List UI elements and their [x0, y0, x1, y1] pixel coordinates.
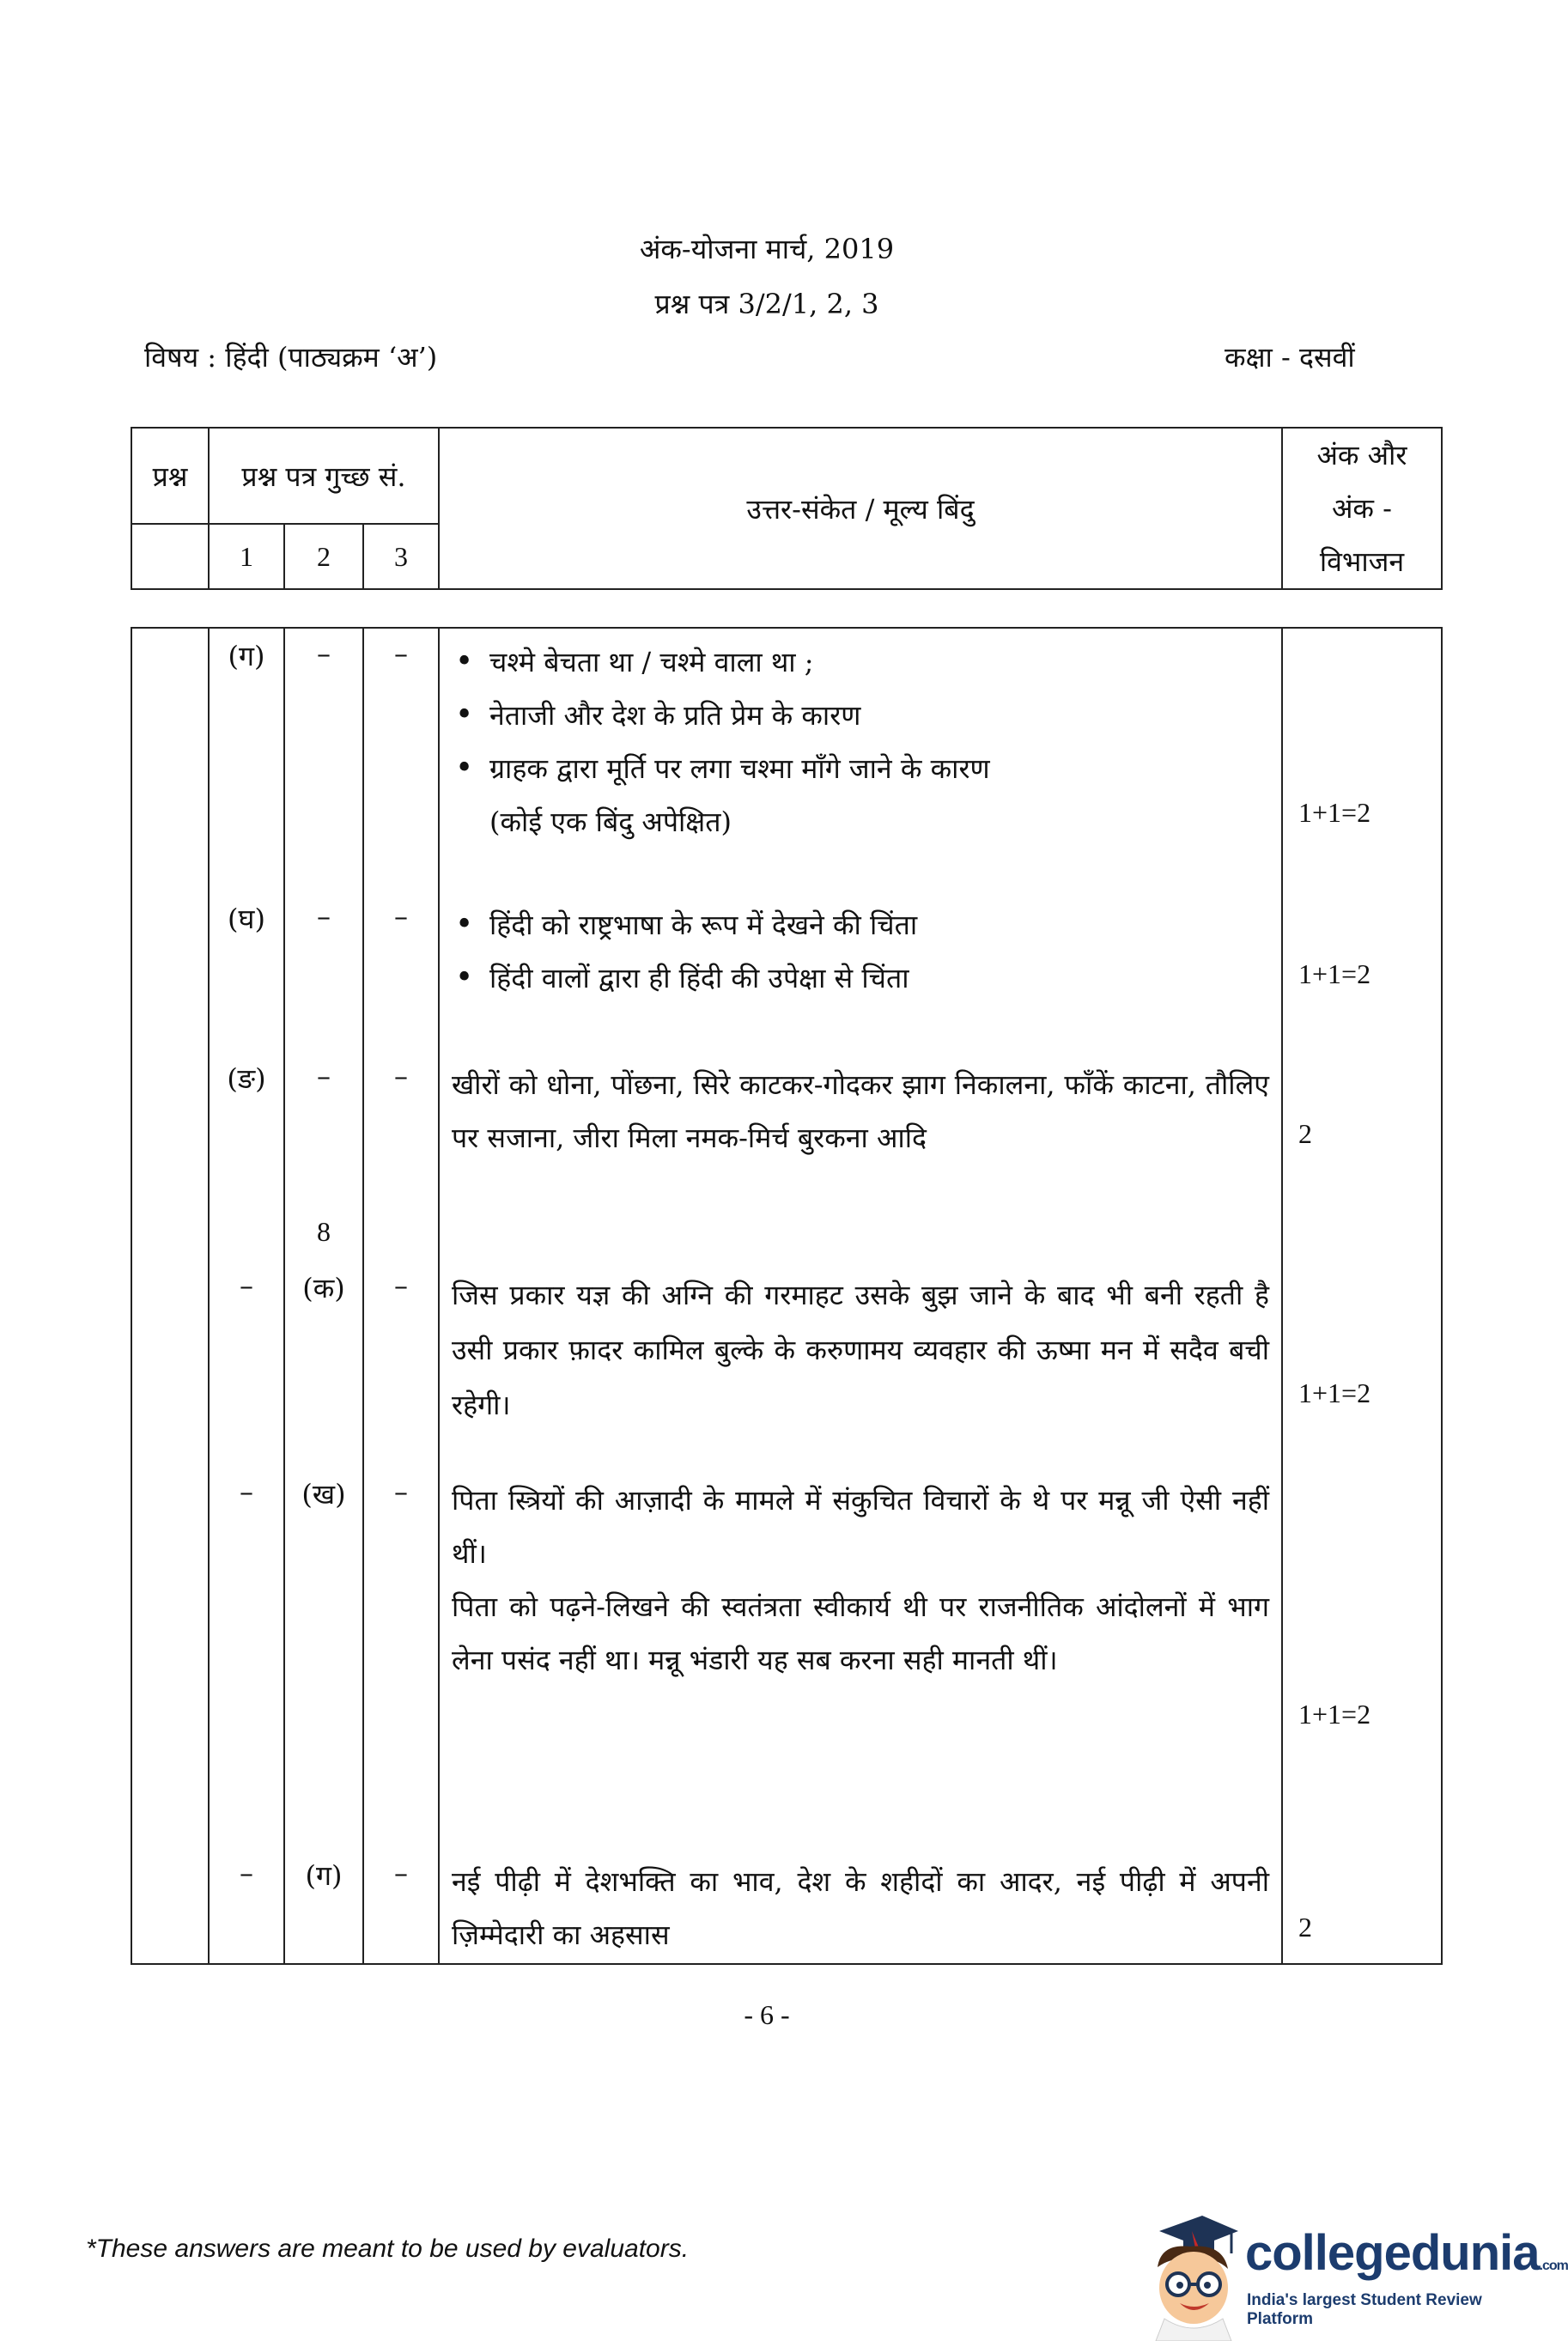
table-cell: –: [317, 900, 331, 933]
table-cell: –: [240, 1475, 253, 1508]
answer-text: जिस प्रकार यज्ञ की अग्नि की गरमाहट उसके बुझ जाने के बाद भी बनी रहती है उसी प्रकार फ़ादर कामिल बुल्के के करुणामय व्यवहार की ऊष्मा मन में सदैव बची रहेगी।: [452, 1279, 1269, 1421]
question-number: 8: [317, 1216, 331, 1247]
marks-column: [1282, 628, 1442, 1964]
marks-header-line-3: विभाजन: [1319, 545, 1405, 578]
logo-wordmark: collegedunia.com: [1245, 2225, 1568, 2281]
logo-com: .com: [1539, 2259, 1568, 2273]
answer-bullet: • नेताजी और देश के प्रति प्रेम के कारण: [452, 689, 1269, 742]
marks-header-line-1: अंक और: [1316, 439, 1407, 471]
table-cell: –: [394, 1269, 408, 1302]
answer-table: [131, 627, 1443, 1965]
set-3-header: 3: [363, 524, 439, 589]
table-cell: (घ): [228, 903, 265, 935]
col-answer-header: उत्तर-संकेत / मूल्य बिंदु: [439, 428, 1282, 589]
collegedunia-logo: [1142, 2212, 1568, 2341]
answer-column: [439, 628, 1282, 1964]
table-cell: (ख): [301, 1478, 346, 1511]
header-table: [131, 427, 1443, 590]
table-cell: –: [394, 900, 408, 933]
answer-paragraph: पिता स्त्रियों की आज़ादी के मामले में संकुचित विचारों के थे पर मन्नू जी ऐसी नहीं थीं।: [452, 1484, 1269, 1570]
answer-bullet: • हिंदी वालों द्वारा ही हिंदी की उपेक्षा से चिंता: [452, 952, 1269, 1005]
marks-value: 2: [1298, 1912, 1312, 1943]
answer-block: [452, 898, 1269, 1005]
set-2-column: [284, 628, 363, 1964]
logo-tagline: India's largest Student Review Platform: [1247, 2291, 1482, 2328]
mascot-icon: [1142, 2212, 1245, 2341]
table-cell: –: [240, 1269, 253, 1302]
col-question-empty: [131, 524, 209, 589]
col-marks-header: [1282, 428, 1442, 589]
page-number: - 6 -: [744, 1999, 790, 2030]
table-cell: (ङ): [227, 1062, 266, 1095]
marks-value: 1+1=2: [1298, 958, 1371, 989]
marks-header-line-2: अंक -: [1331, 492, 1392, 525]
table-cell: –: [394, 637, 408, 670]
question-column: [131, 628, 209, 1964]
table-cell: –: [240, 1857, 253, 1889]
answer-block: [452, 635, 1269, 848]
table-cell: –: [317, 637, 331, 670]
question-paper-code: प्रश्न पत्र 3/2/1, 2, 3: [654, 288, 879, 320]
table-cell: (ग): [228, 640, 265, 672]
answer-text: [452, 1474, 1269, 1687]
answer-note: (कोई एक बिंदु अपेक्षित): [489, 806, 732, 838]
marks-value: 1+1=2: [1298, 797, 1371, 828]
table-cell: –: [317, 1060, 331, 1092]
table-cell: –: [394, 1475, 408, 1508]
answer-bullet: • ग्राहक द्वारा मूर्ति पर लगा चश्मा माँगे जाने के कारण: [452, 742, 1269, 795]
table-cell: –: [394, 1857, 408, 1889]
col-question-header: प्रश्न: [131, 428, 209, 524]
answer-bullet: • हिंदी को राष्ट्रभाषा के रूप में देखने की चिंता: [452, 898, 1269, 952]
subject-label: विषय : हिंदी (पाठ्यक्रम ‘अ’): [144, 341, 438, 374]
marks-value: 1+1=2: [1298, 1377, 1371, 1408]
answer-text: नई पीढ़ी में देशभक्ति का भाव, देश के शहीदों का आदर, नई पीढ़ी में अपनी ज़िम्मेदारी का अहसास: [452, 1865, 1269, 1951]
marks-value: 2: [1298, 1118, 1312, 1149]
class-label: कक्षा - दसवीं: [1225, 341, 1355, 374]
set-2-header: 2: [284, 524, 363, 589]
marks-value: 1+1=2: [1298, 1699, 1371, 1730]
table-cell: (क): [302, 1272, 345, 1304]
answer-paragraph: पिता को पढ़ने-लिखने की स्वतंत्रता स्वीकार्य थी पर राजनीतिक आंदोलनों में भाग लेना पसंद नहीं था। मन्नू भंडारी यह सब करना सही मानती थीं।: [452, 1590, 1269, 1676]
set-3-column: [363, 628, 439, 1964]
table-cell: (ग): [305, 1859, 343, 1892]
answer-bullet: • चश्मे बेचता था / चश्मे वाला था ;: [452, 635, 1269, 689]
footnote: *These answers are meant to be used by evaluators.: [86, 2235, 690, 2263]
document-title: अंक-योजना मार्च, 2019: [639, 233, 895, 265]
table-cell: –: [394, 1060, 408, 1092]
set-1-header: 1: [209, 524, 284, 589]
set-1-column: [209, 628, 284, 1964]
col-paper-set-header: प्रश्न पत्र गुच्छ सं.: [209, 428, 439, 524]
answer-text: खीरों को धोना, पोंछना, सिरे काटकर-गोदकर झाग निकालना, फाँकें काटना, तौलिए पर सजाना, जीरा मिला नमक-मिर्च बुरकना आदि: [452, 1068, 1269, 1154]
